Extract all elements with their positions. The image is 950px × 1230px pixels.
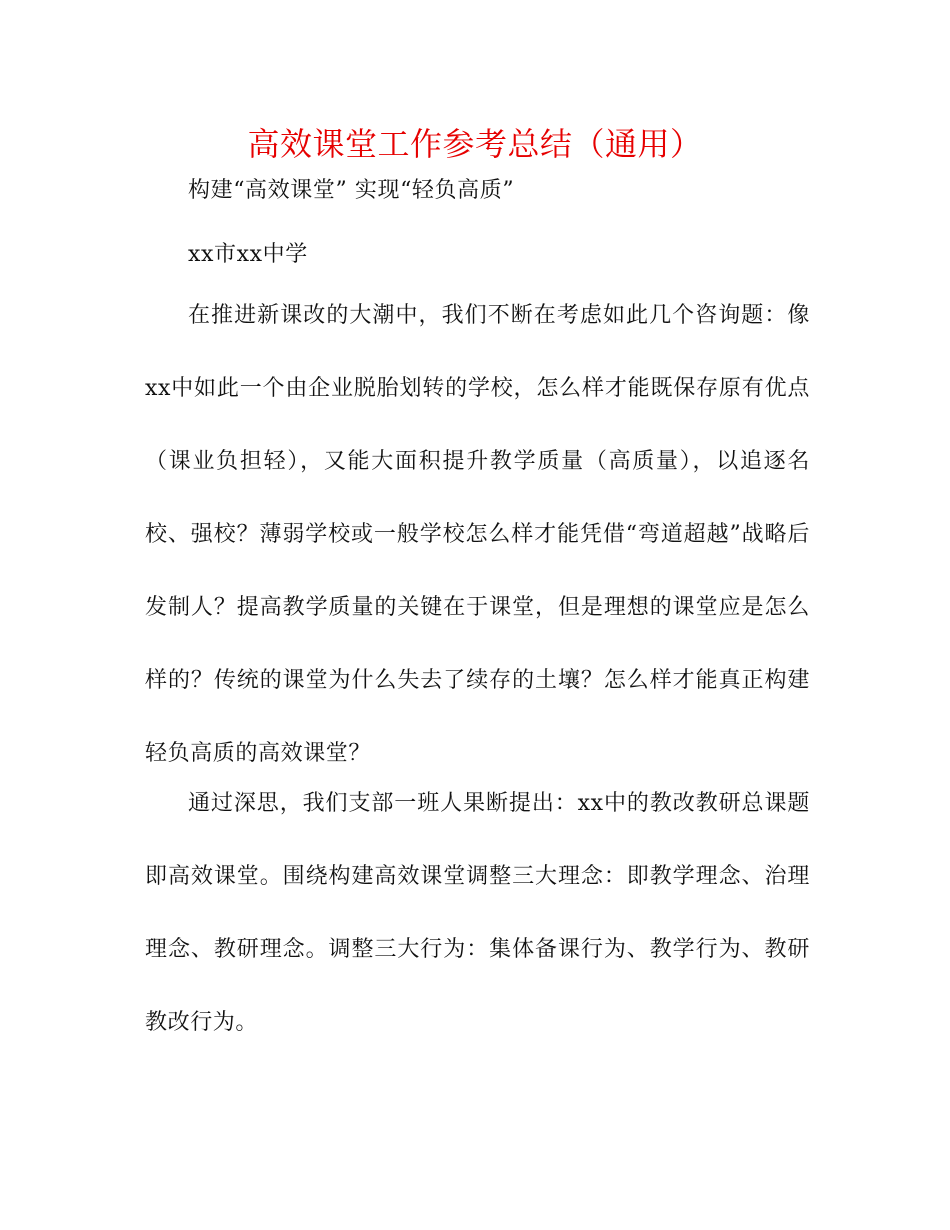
document-subtitle: 构建“高效课堂” 实现“轻负高质” (188, 178, 515, 203)
document-author: xx市xx中学 (188, 242, 308, 267)
body-paragraph-2: 通过深思，我们支部一班人果断提出：xx中的教改教研总课题即高效课堂。围绕构建高效课堂调整三大理念：即教学理念、治理理念、教研理念。调整三大行为：集体备课行为、教学行为、教研教改行为。 (145, 791, 810, 1035)
body-paragraph-1: 在推进新课改的大潮中，我们不断在考虑如此几个咨询题：像xx中如此一个由企业脱胎划转的学校，怎么样才能既保存原有优点（课业负担轻），又能大面积提升教学质量（高质量），以追逐名校、强校？薄弱学校或一般学校怎么样才能凭借“弯道超越”战略后发制人？提高教学质量的关键在于课堂，但是理想的课堂应是怎么样的？传统的课堂为什么失去了续存的土壤？怎么样才能真正构建轻负高质的高效课堂？ (145, 303, 810, 766)
document-title: 高效课堂工作参考总结（通用） (247, 125, 703, 163)
